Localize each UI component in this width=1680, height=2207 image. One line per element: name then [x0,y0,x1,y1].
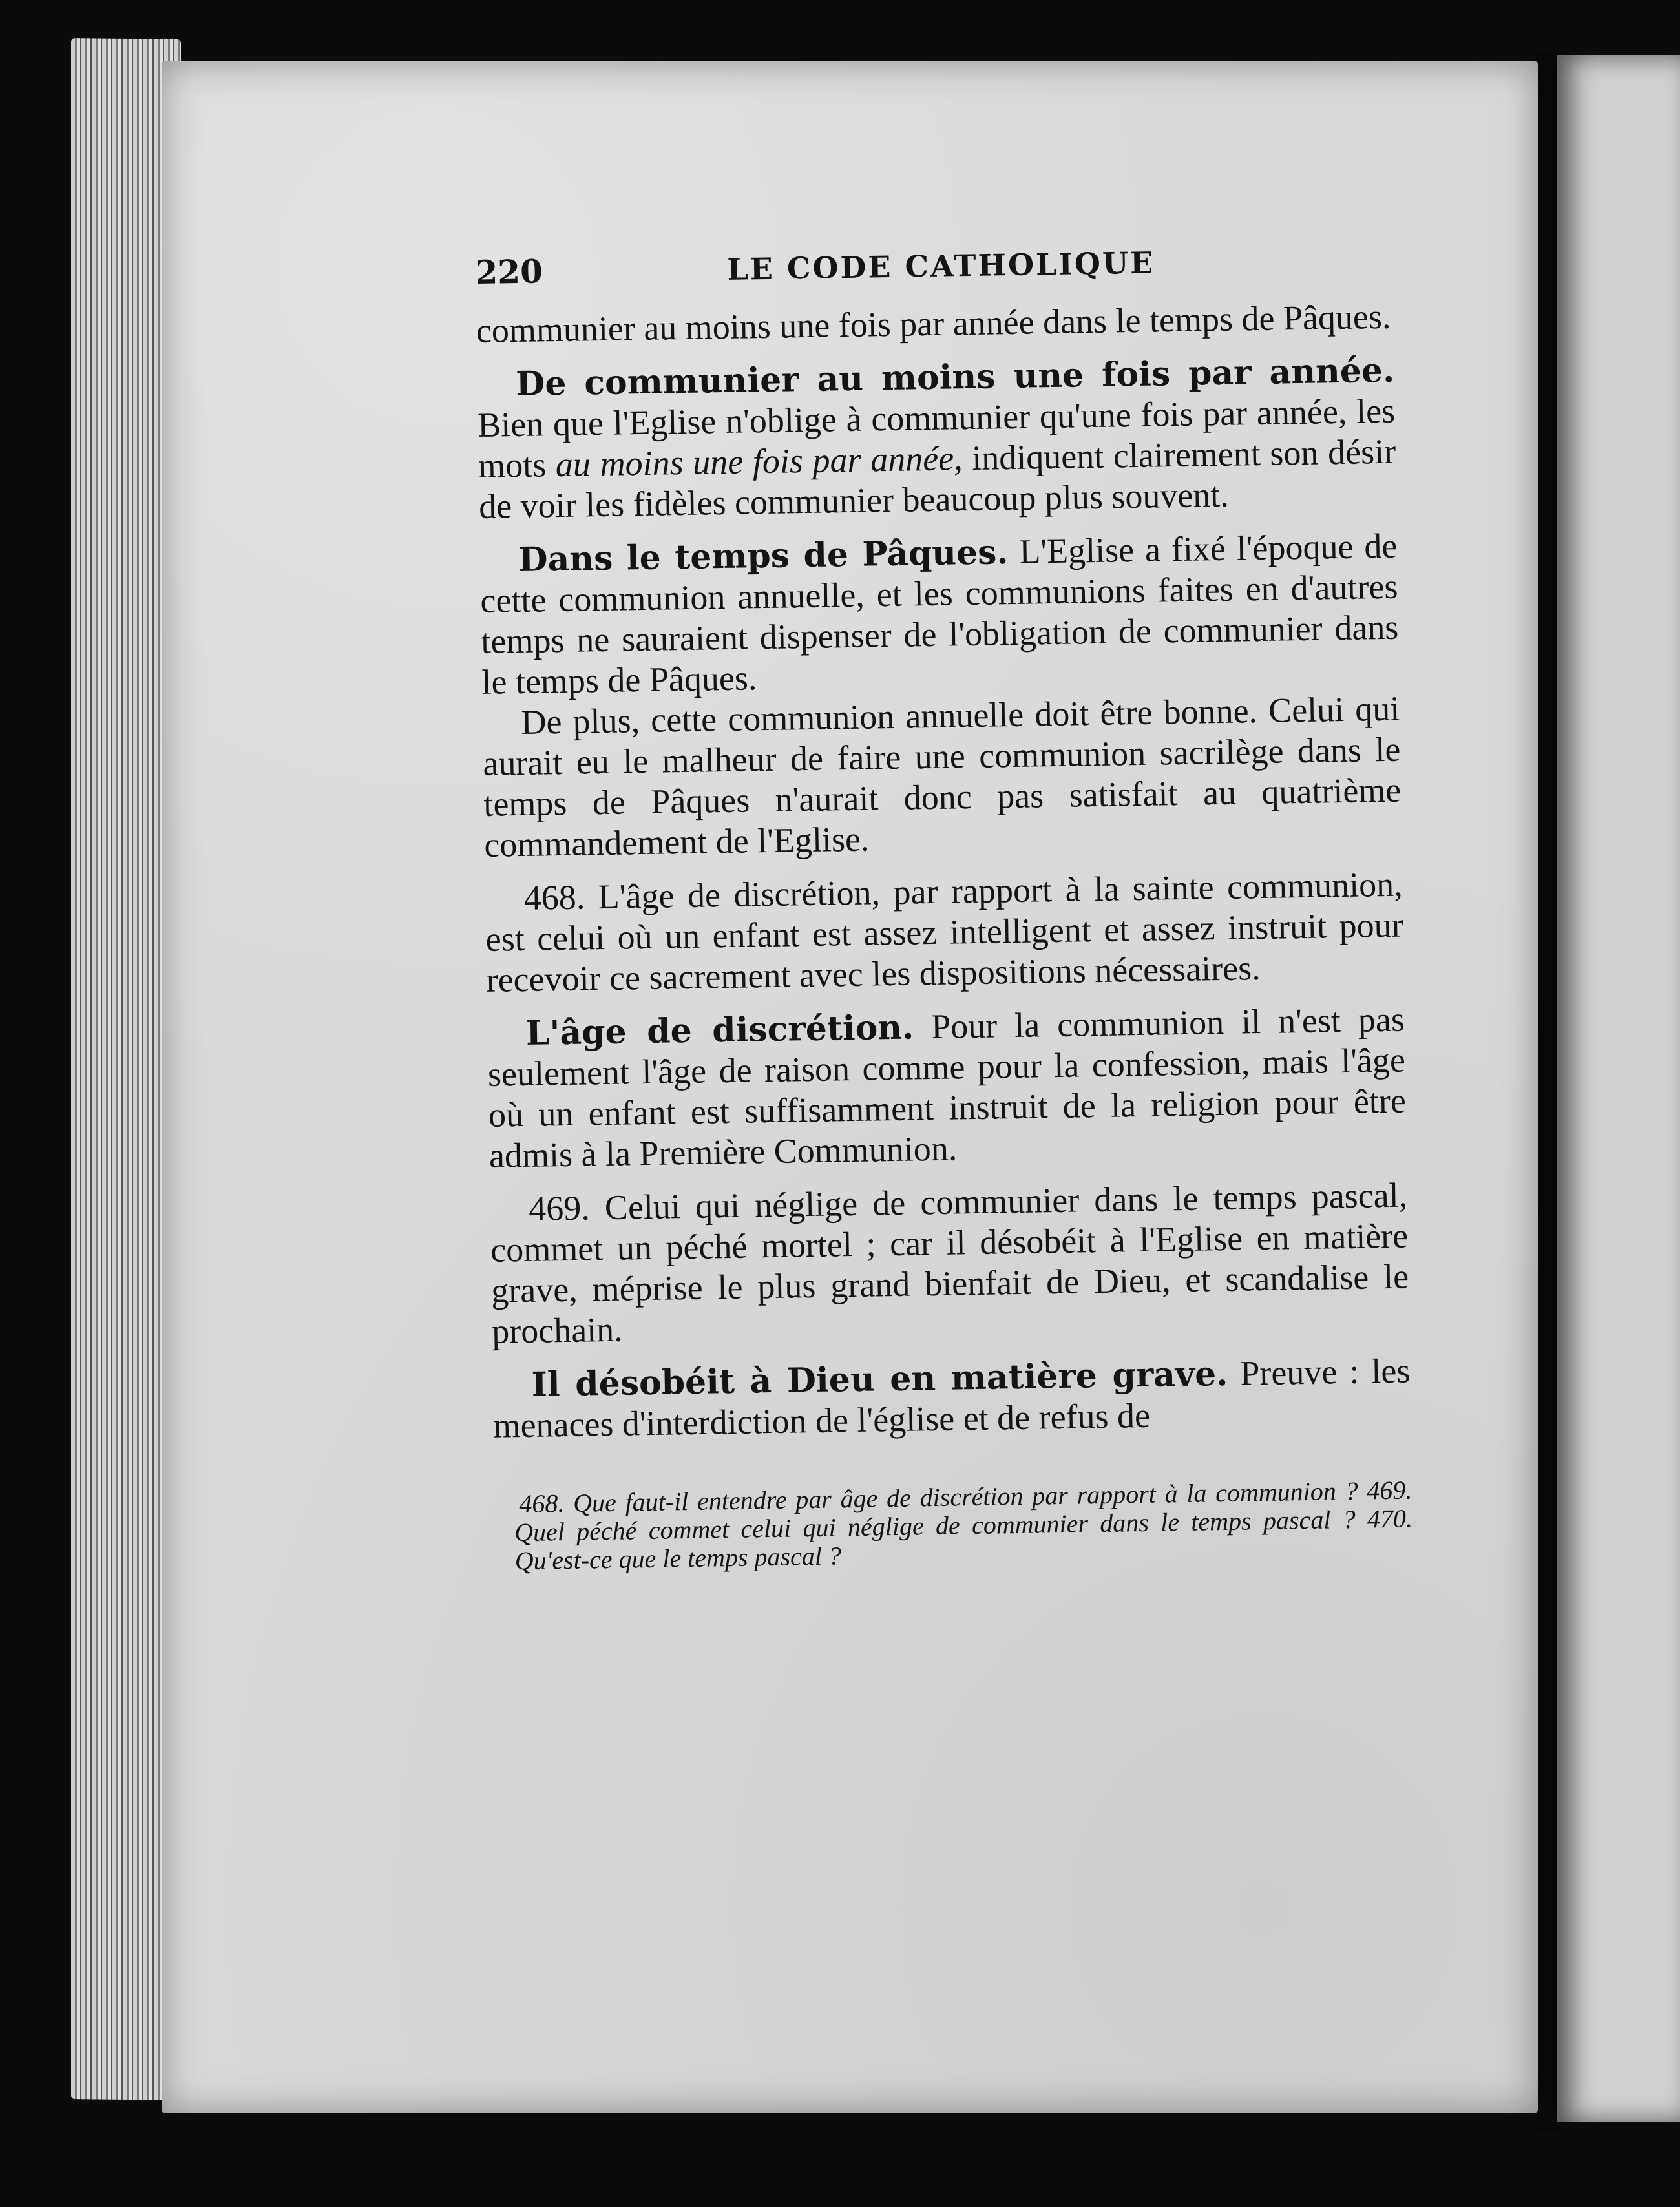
emphasis-text: au moins une fois par année, [555,439,963,485]
paragraph [482,689,1402,866]
paragraph-text: Pour la communion il n'est pas seulement l'âge de raison comme pour la confession, mais l'âge où un enfant est suffisamment instruit de la religion pour être admis à la Première Communion. [487,999,1407,1175]
paragraph-text: Preuve : les menaces d'interdiction de l'église et de refus de [493,1351,1411,1445]
paragraph-text: communier au moins une fois par année dans le temps de Pâques. [476,297,1391,350]
paragraph-text: 468. L'âge de discrétion, par rapport à la sainte communion, est celui où un enfant est assez intelligent et assez instruit pour recevoir ce sacrement avec les dispositions nécessaires. [485,864,1404,999]
running-title: LE CODE CATHOLIQUE [727,245,1155,287]
paragraph-text: indiquent clairement son désir de voir les fidèles communier beaucoup plus souvent. [478,432,1396,526]
paragraph-heading: Dans le temps de Pâques. [518,532,1009,580]
paragraph-heading: L'âge de discrétion. [525,1007,914,1053]
paragraph-heading: Il désobéit à Dieu en matière grave. [531,1354,1228,1405]
numbered-paragraph [490,1175,1410,1352]
paragraph-heading: De communier au moins une fois par année. [515,350,1395,404]
paragraph [492,1350,1411,1446]
paragraph [476,297,1394,351]
paragraph [479,526,1400,703]
paragraph [477,350,1397,527]
book-spine [1537,52,1560,2132]
paragraph [487,999,1407,1177]
footnote-text: 468. Que faut-il entendre par âge de discrétion par rapport à la communion ? 469. Quel péché commet celui qui néglige de communier dans le temps pascal ? 470. Qu'est-ce que le temps pascal ? [514,1475,1413,1576]
paragraph-text: 469. Celui qui néglige de communier dans le temps pascal, commet un péché mortel ; car il désobéit à l'Eglise en matière grave, méprise le plus grand bienfait de Dieu, et scandalise le prochain. [490,1175,1409,1351]
paragraph-text: Bien que l'Eglise n'oblige à communier qu'une fois par année, les mots [477,391,1396,485]
numbered-paragraph [485,864,1404,1001]
facing-page [1557,55,1680,2122]
page-number: 220 [475,252,543,291]
page-text [475,238,1413,1576]
footnotes [494,1476,1413,1575]
paragraph-text: De plus, cette communion annuelle doit être bonne. Celui qui aurait eu le malheur de faire une communion sacrilège dans le temps de Pâques n'aurait donc pas satisfait au quatrième commandement de l'Eglise. [482,689,1402,864]
paragraph-text: L'Eglise a fixé l'époque de cette communion annuelle, et les communions faites en d'autres temps ne sauraient dispenser de l'obligation de communier dans le temps de Pâques. [480,526,1399,702]
